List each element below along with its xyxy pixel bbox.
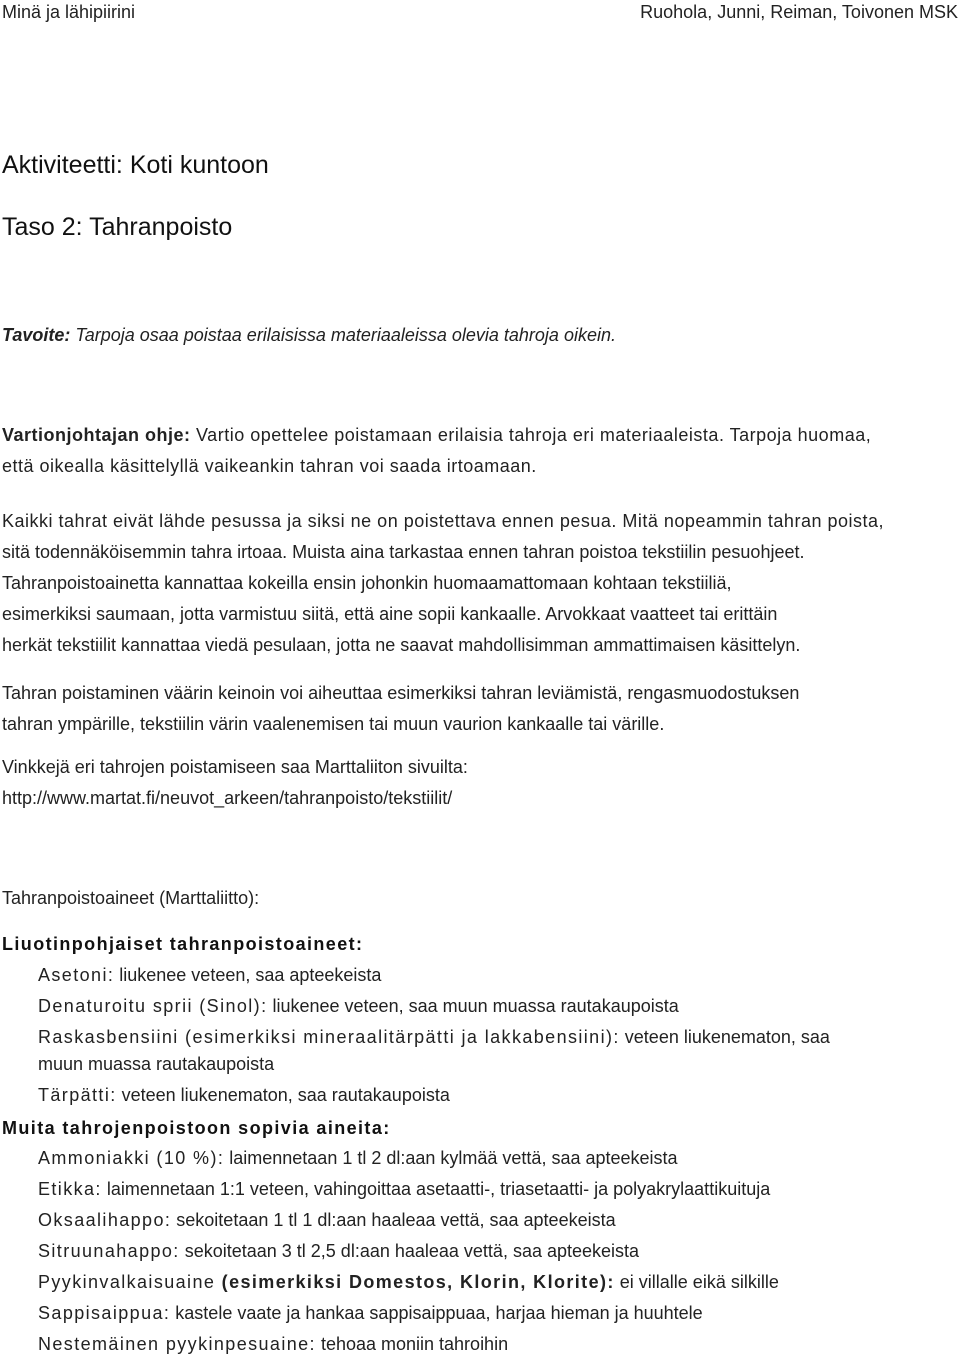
item-term: Asetoni: [38,965,115,985]
header-right: Ruohola, Junni, Reiman, Toivonen MSK [640,2,958,22]
item-desc: laimennetaan 1:1 veteen, vahingoittaa asetaatti-, triasetaatti- ja polyakrylaattikuituja [101,1179,771,1199]
item-term: Denaturoitu sprii (Sinol): [38,996,268,1016]
item-desc: tehoaa moniin tahroihin [315,1334,509,1354]
list-item [38,1210,616,1231]
item-term: Nestemäinen pyykinpesuaine: [38,1334,316,1354]
item-desc: liukenee veteen, saa muun muassa rautakaupoista [267,996,679,1016]
goal-text: Tarpoja osaa poistaa erilaisissa materiaaleissa olevia tahroja oikein. [70,325,616,345]
paragraph-2 [2,678,799,740]
list-item [38,1179,770,1200]
header-left: Minä ja lähipiirini [2,2,136,22]
item-desc: laimennetaan 1 tl 2 dl:aan kylmää vettä, saa apteekeista [224,1148,678,1168]
item-desc: kastele vaate ja hankaa sappisaippuaa, harjaa hieman ja huuhtele [170,1303,703,1323]
list-item [38,1241,639,1262]
paragraph-1-line: sitä todennäköisemmin tahra irtoaa. Muista aina tarkastaa ennen tahran poistoa tekstiilin pesuohjeet. [2,542,805,562]
paragraph-2-line: tahran ympärille, tekstiilin värin vaalenemisen tai muun vaurion kankaalle tai värille. [2,714,665,734]
item-term: Oksaalihappo: [38,1210,172,1230]
paragraph-1-line: Kaikki tahrat eivät lähde pesussa ja siksi ne on poistettava ennen pesua. Mitä nopeammin tahran poista, [2,511,884,531]
leader-line-2: että oikealla käsittelyllä vaikeankin tahran voi saada irtoamaan. [2,456,537,476]
item-desc: liukenee veteen, saa apteekeista [114,965,382,985]
goal-label: Tavoite: [2,325,71,345]
other-heading: Muita tahrojenpoistoon sopivia aineita: [2,1118,391,1138]
item-term: Pyykinvalkaisuaine [38,1272,216,1292]
list-item [38,1334,508,1355]
list-item [38,1303,703,1324]
paragraph-1-line: esimerkiksi saumaan, jotta varmistuu siitä, että aine sopii kankaalle. Arvokkaat vaatteet tai erittäin [2,604,778,624]
item-desc: veteen liukenematon, saa [619,1027,830,1047]
agents-title: Tahranpoistoaineet (Marttaliitto): [2,888,260,908]
leader-instructions [2,420,871,482]
list-item [38,996,679,1017]
item-term: Ammoniakki (10 %): [38,1148,225,1168]
tips-url-link[interactable]: http://www.martat.fi/neuvot_arkeen/tahranpoisto/tekstiilit/ [2,788,453,808]
item-term: Sappisaippua: [38,1303,171,1323]
tips-line: Vinkkejä eri tahrojen poistamiseen saa Marttaliiton sivuilta: [2,757,468,777]
tips [2,752,468,814]
list-item [38,1272,779,1293]
solvent-heading: Liuotinpohjaiset tahranpoistoaineet: [2,934,364,954]
item-term: Tärpätti: [38,1085,117,1105]
paragraph-1-line: Tahranpoistoainetta kannattaa kokeilla ensin johonkin huomaamattomaan kohtaan tekstiiliä, [2,573,732,593]
paragraph-1 [2,506,884,661]
item-desc: ei villalle eikä silkille [614,1272,779,1292]
activity-title: Aktiviteetti: Koti kuntoon [2,151,269,179]
list-item-continuation: muun muassa rautakaupoista [38,1054,275,1074]
goal-line [2,320,616,351]
item-term: Etikka: [38,1179,102,1199]
leader-line-1: Vartio opettelee poistamaan erilaisia tahroja eri materiaaleista. Tarpoja huomaa, [190,425,872,445]
item-term: Sitruunahappo: [38,1241,180,1261]
list-item [38,1027,830,1048]
leader-label: Vartionjohtajan ohje: [2,425,191,445]
item-desc: sekoitetaan 1 tl 1 dl:aan haaleaa vettä, saa apteekeista [171,1210,616,1230]
paragraph-1-line: herkät tekstiilit kannattaa viedä pesulaan, jotta ne saavat mahdollisimman ammattimaisen käsittelyn. [2,635,801,655]
item-desc: sekoitetaan 3 tl 2,5 dl:aan haaleaa vettä, saa apteekeista [179,1241,640,1261]
list-item [38,1148,678,1169]
item-desc: veteen liukenematon, saa rautakaupoista [116,1085,450,1105]
item-term: Raskasbensiini (esimerkiksi mineraalitärpätti ja lakkabensiini): [38,1027,620,1047]
item-term-bold: (esimerkiksi Domestos, Klorin, Klorite): [215,1272,615,1292]
list-item [38,1085,450,1106]
list-item [38,965,381,986]
paragraph-2-line: Tahran poistaminen väärin keinoin voi aiheuttaa esimerkiksi tahran leviämistä, rengasmuodostuksen [2,683,800,703]
level-title: Taso 2: Tahranpoisto [2,213,233,241]
